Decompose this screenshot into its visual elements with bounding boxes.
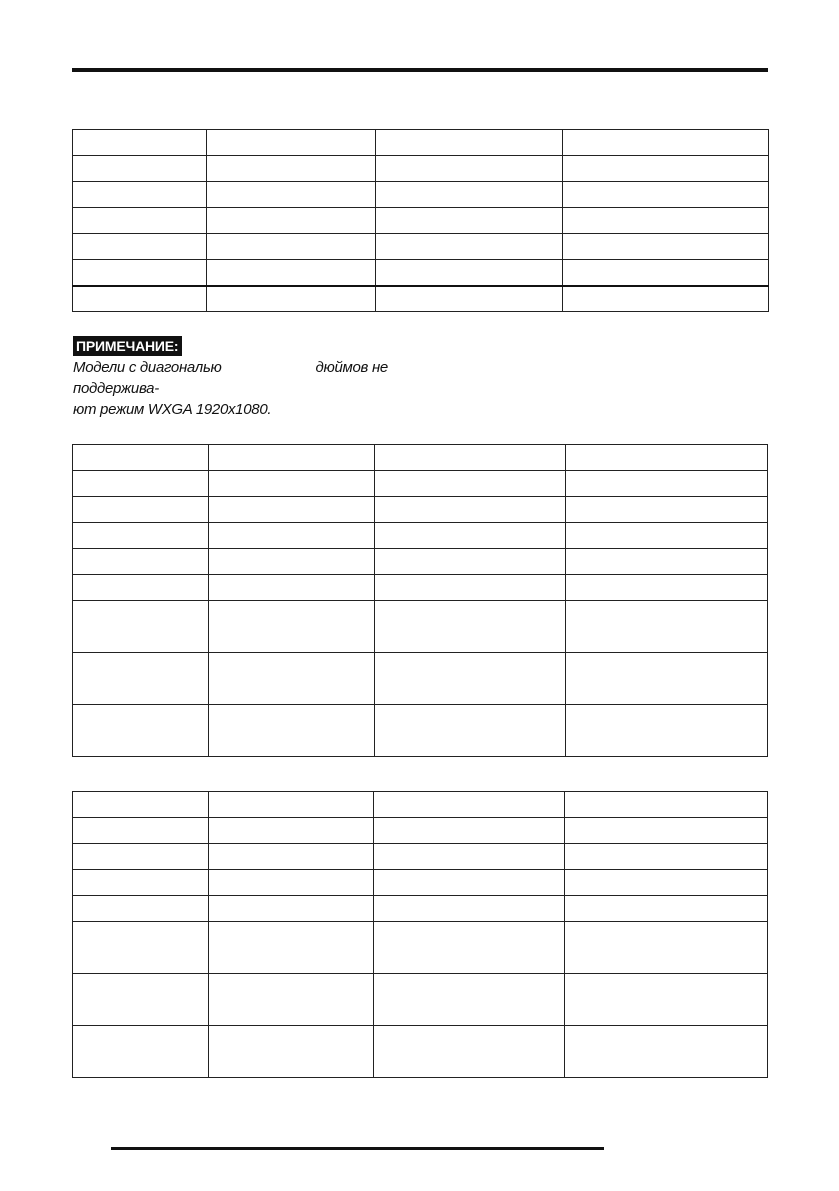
- bottom-rule: [111, 1147, 604, 1150]
- table-row: [73, 549, 768, 575]
- table-row: [73, 156, 769, 182]
- table-row: [73, 471, 768, 497]
- table-row: [73, 844, 768, 870]
- table-row: [73, 575, 768, 601]
- table-row: [73, 182, 769, 208]
- note-text: [73, 357, 473, 420]
- table-row: [73, 286, 769, 312]
- table-row: [73, 523, 768, 549]
- table-row: [73, 601, 768, 653]
- table-row: [73, 818, 768, 844]
- table-row: [73, 234, 769, 260]
- table-row: [73, 896, 768, 922]
- table-row: [73, 792, 768, 818]
- table-row: [73, 208, 769, 234]
- table-row: [73, 653, 768, 705]
- table-row: [73, 870, 768, 896]
- note-text-part1: Модели с диагональю: [73, 359, 222, 376]
- table-row: [73, 705, 768, 757]
- note-text-line2: ют режим WXGA 1920x1080.: [73, 401, 272, 418]
- resolution-table-1: [72, 129, 769, 312]
- table-row: [73, 130, 769, 156]
- top-rule: [72, 68, 768, 72]
- note-label: ПРИМЕЧАНИЕ:: [73, 336, 182, 356]
- table-row: [73, 1026, 768, 1078]
- table-row: [73, 260, 769, 286]
- note-text-part2: дюймов не поддержива-: [73, 359, 388, 397]
- table-row: [73, 445, 768, 471]
- table-row: [73, 922, 768, 974]
- table-row: [73, 974, 768, 1026]
- table-row: [73, 497, 768, 523]
- resolution-table-2: [72, 444, 768, 757]
- resolution-table-3: [72, 791, 768, 1078]
